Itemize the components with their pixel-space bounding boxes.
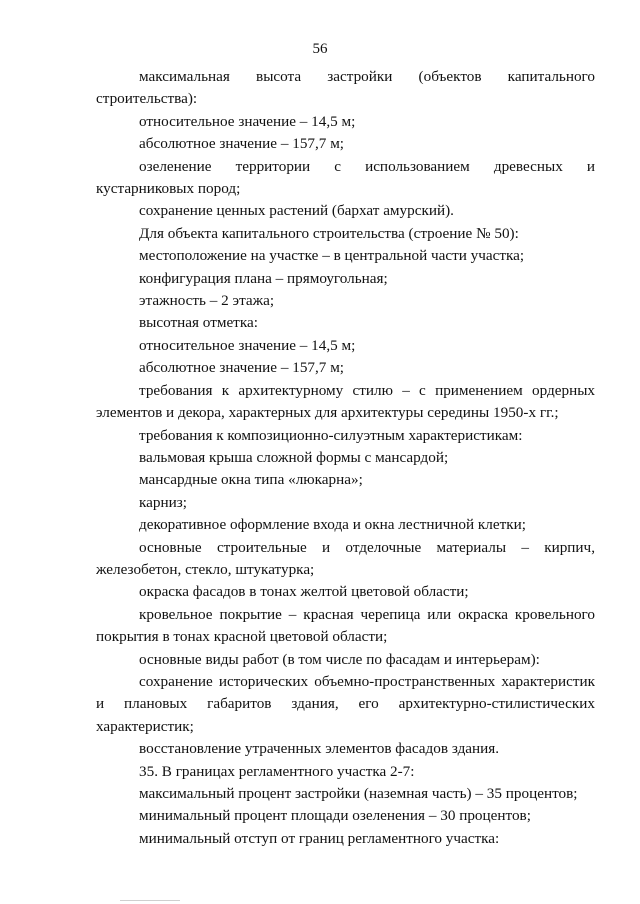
paragraph-relative-value-1: относительное значение – 14,5 м;	[139, 112, 356, 130]
paragraph-plan-configuration: конфигурация плана – прямоугольная;	[139, 269, 388, 287]
paragraph-absolute-value-1: абсолютное значение – 157,7 м;	[139, 135, 345, 153]
paragraph-architectural-style: требования к архитектурному стилю – с применением ордерных элементов и декора, характерных для архитектуры середины 1950-х гг.;	[96, 381, 595, 422]
paragraph-min-setback: минимальный отступ от границ регламентного участка:	[139, 829, 500, 847]
paragraph-dormer-windows: мансардные окна типа «люкарна»;	[139, 471, 363, 489]
paragraph-building-50: Для объекта капитального строительства (строение № 50):	[139, 224, 519, 242]
paragraph-hip-roof: вальмовая крыша сложной формы с мансардой;	[139, 448, 449, 466]
paragraph-height-mark: высотная отметка:	[139, 314, 258, 332]
paragraph-valuable-plants: сохранение ценных растений (бархат амурский).	[139, 202, 454, 220]
page-number: 56	[312, 41, 328, 57]
paragraph-location: местоположение на участке – в центральной части участка;	[139, 247, 525, 265]
paragraph-work-types: основные виды работ (в том числе по фасадам и интерьерам):	[139, 650, 540, 668]
paragraph-max-coverage: максимальный процент застройки (наземная часть) – 35 процентов;	[139, 785, 578, 802]
paragraph-section-35: 35. В границах регламентного участка 2-7:	[139, 762, 415, 780]
paragraph-facade-color: окраска фасадов в тонах желтой цветовой области;	[139, 583, 469, 601]
paragraph-max-height: максимальная высота застройки (объектов капитального строительства):	[96, 68, 595, 108]
paragraph-preservation: сохранение исторических объемно-пространственных характеристик и плановых габаритов здания, его архитектурно-стилистических характеристик;	[96, 672, 595, 735]
paragraph-absolute-value-2: абсолютное значение – 157,7 м;	[139, 359, 345, 377]
paragraph-cornice: карниз;	[139, 493, 187, 511]
paragraph-restoration: восстановление утраченных элементов фасадов здания.	[139, 740, 500, 758]
paragraph-min-greening: минимальный процент площади озеленения – 30 процентов;	[139, 807, 531, 825]
paragraph-storeys: этажность – 2 этажа;	[139, 292, 275, 310]
paragraph-roof-covering: кровельное покрытие – красная черепица или окраска кровельного покрытия в тонах красной цветовой области;	[96, 605, 595, 646]
document-body	[96, 66, 595, 850]
paragraph-materials: основные строительные и отделочные материалы – кирпич, железобетон, стекло, штукатурка;	[96, 538, 595, 578]
bottom-divider	[120, 900, 180, 901]
paragraph-silhouette-requirements: требования к композиционно-силуэтным характеристикам:	[139, 426, 523, 444]
paragraph-greening: озеленение территории с использованием древесных и кустарниковых пород;	[96, 157, 595, 198]
paragraph-entrance-decoration: декоративное оформление входа и окна лестничной клетки;	[139, 516, 526, 534]
paragraph-relative-value-2: относительное значение – 14,5 м;	[139, 336, 356, 354]
